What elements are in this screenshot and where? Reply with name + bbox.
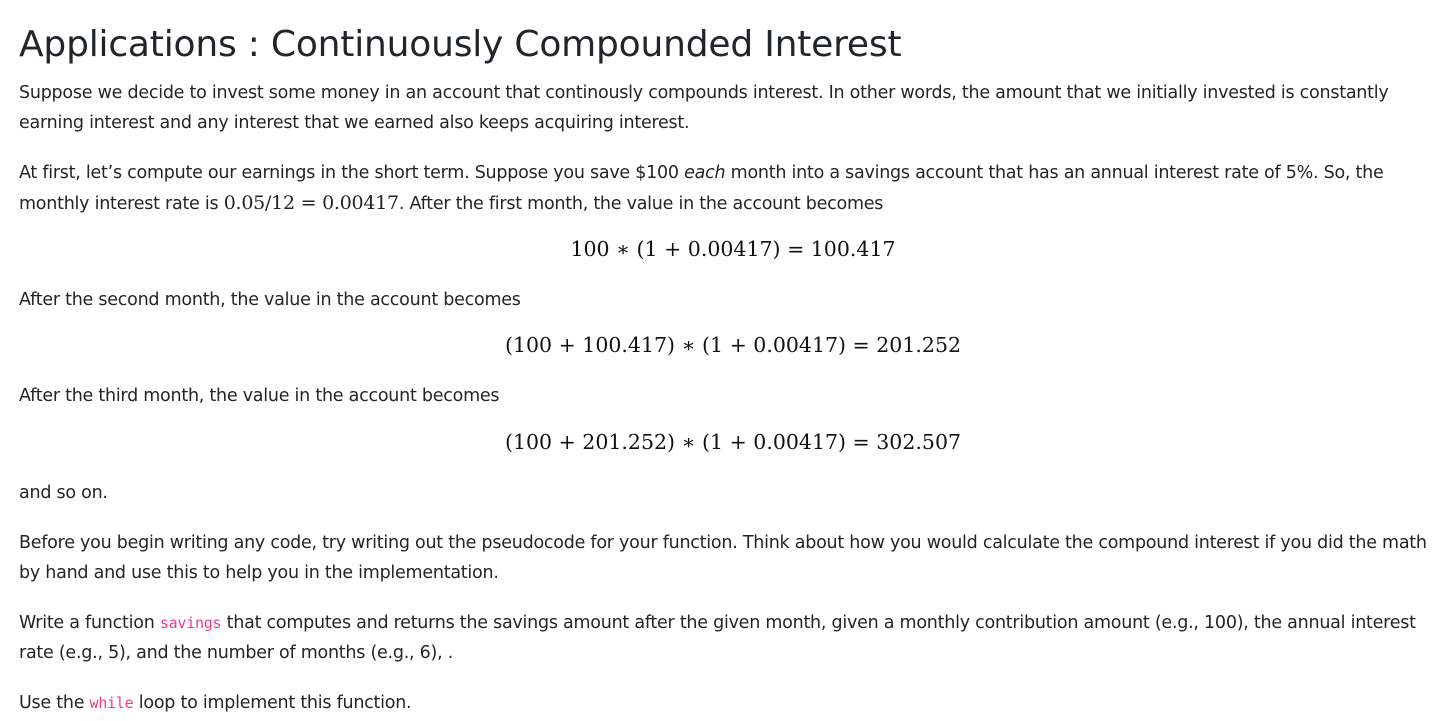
equation-third-month: (100 + 201.252) ∗ (1 + 0.00417) = 302.507 <box>504 430 962 454</box>
third-month-paragraph: After the third month, the value in the account becomes <box>19 386 500 406</box>
monthly-rate-math: 0.05/12 = 0.00417 <box>223 192 399 214</box>
and-so-on-paragraph: and so on. <box>19 483 108 503</box>
equation-first-month: 100 ∗ (1 + 0.00417) = 100.417 <box>570 237 896 261</box>
intro-paragraph: Suppose we decide to invest some money in an account that continously compounds interest. In other words, the amount that we initially invested is constantly earning interest and any interest that we earned also keeps acquiring interest. <box>19 83 1389 133</box>
equation-second-month: (100 + 100.417) ∗ (1 + 0.00417) = 201.252 <box>504 333 962 357</box>
short-term-text-3: . After the first month, the value in the account becomes <box>398 194 884 214</box>
while-text-2: loop to implement this function. <box>133 693 412 713</box>
short-term-text-2: month into a savings account that has an annual interest rate of 5%. So, the monthly interest rate is <box>19 163 1384 214</box>
function-text-1: Write a function <box>19 613 160 633</box>
page-title: Applications : Continuously Compounded Interest <box>19 24 902 65</box>
short-term-text-1: At first, let’s compute our earnings in the short term. Suppose you save $100 <box>19 163 685 183</box>
pseudocode-paragraph: Before you begin writing any code, try writing out the pseudocode for your function. Think about how you would calculate the compound interest if you did the math by hand and use this to help you in the implementation. <box>19 533 1427 583</box>
savings-code: savings <box>159 614 222 632</box>
while-loop-paragraph <box>19 688 1429 718</box>
function-text-2: that computes and returns the savings amount after the given month, given a monthly contribution amount (e.g., 100), the annual interest rate (e.g., 5), and the number of months (e.g., 6), . <box>19 613 1416 663</box>
function-description-paragraph <box>19 608 1429 668</box>
while-code: while <box>89 694 134 712</box>
while-text-1: Use the <box>19 693 90 713</box>
emphasis-each: each <box>684 163 726 183</box>
second-month-paragraph: After the second month, the value in the account becomes <box>19 290 521 310</box>
short-term-paragraph <box>19 158 1429 219</box>
